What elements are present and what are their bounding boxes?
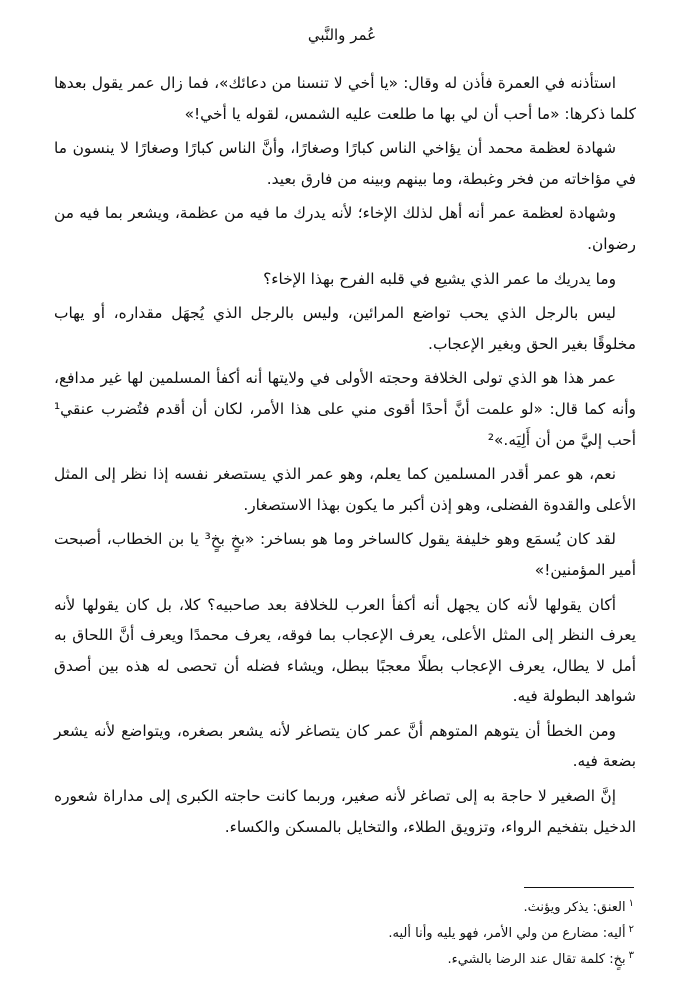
footnote-number: ٢ — [628, 923, 634, 935]
footnote-text: بخٍ: كلمة تقال عند الرضا بالشيء. — [447, 952, 626, 967]
paragraph: وشهادة لعظمة عمر أنه أهل لذلك الإخاء؛ لأنه يدرك ما فيه من عظمة، ويشعر بما فيه من رضوان. — [54, 204, 636, 253]
footnote-item — [54, 895, 634, 921]
footnote-number: ٣ — [628, 949, 634, 961]
paragraph: إنَّ الصغير لا حاجة به إلى تصاغر لأنه صغير، وربما كانت حاجته الكبرى إلى مداراة شعوره الدخيل بتفخيم الرواء، وتزويق الطلاء، والتخايل بالمسكن والكساء. — [54, 787, 636, 836]
paragraph: استأذنه في العمرة فأذن له وقال: «يا أخي لا تنسنا من دعائك»، فما زال عمر يقول بعدها كلما ذكرها: «ما أحب أن لي بها ما طلعت عليه الشمس، لقوله يا أخي!» — [54, 74, 636, 123]
body-text — [54, 68, 636, 846]
paragraph: لقد كان يُسمَع وهو خليفة يقول كالساخر وما هو بساخر: «بخٍ بخٍ³ يا بن الخطاب، أصبحت أمير المؤمنين!» — [54, 530, 636, 579]
paragraph: أكان يقولها لأنه كان يجهل أنه أكفأ العرب للخلافة بعد صاحبيه؟ كلا، بل كان يقولها لأنه يعرف النظر إلى المثل الأعلى، يعرف الإعجاب بما فوقه، يعرف محمدًا ويعرف أنَّ اللحاق به أمل لا يطال، يعرف الإعجاب بطلًا معجبًا ببطل، ويشاء فضله أن تحصى له هذه بين أصدق شواهد البطولة فيه. — [54, 595, 636, 706]
paragraph: ومن الخطأ أن يتوهم المتوهم أنَّ عمر كان يتصاغر لأنه يشعر بصغره، ويتواضع لأنه يشعر بضعة فيه. — [54, 721, 636, 771]
paragraph: شهادة لعظمة محمد أن يؤاخي الناس كبارًا وصغارًا، وأنَّ الناس كبارًا وصغارًا لا ينسون ما في مؤاخاته من فخر وغبطة، وما بينهم وبينه من فارق بعيد. — [54, 139, 636, 188]
footnote-text: أليه: مضارع من ولي الأمر، فهو يليه وأنا أليه. — [388, 926, 626, 941]
paragraph: ليس بالرجل الذي يحب تواضع المرائين، وليس بالرجل الذي يُجهَل مقداره، أو يهاب مخلوقًا بغير الحق وبغير الإعجاب. — [54, 304, 636, 353]
paragraph: نعم، هو عمر أقدر المسلمين كما يعلم، وهو عمر الذي يستصغر نفسه إذا نظر إلى المثل الأعلى والقدوة الفضلى، وهو إذن أكبر ما يكون بهذا الاستصغار. — [54, 465, 636, 514]
footnotes — [54, 895, 634, 973]
footnote-text: العنق: يذكر ويؤنث. — [523, 900, 626, 915]
footnote-number: ١ — [628, 897, 634, 909]
paragraph: عمر هذا هو الذي تولى الخلافة وحجته الأولى في ولايتها أنه أكفأ المسلمين لها غير مدافع، وأنه كما قال: «لو علمت أنَّ أحدًا أقوى مني على هذا الأمر، لكان أن أقدم فتُضرب عنقي¹ أحب إليَّ من أن أَلِيَه.»² — [54, 369, 636, 449]
footnote-divider — [524, 887, 634, 888]
running-header: عُمر والنَّبي — [307, 26, 377, 44]
footnote-item — [54, 921, 634, 947]
paragraph: وما يدريك ما عمر الذي يشيع في قلبه الفرح بهذا الإخاء؟ — [263, 269, 616, 288]
footnote-item — [54, 947, 634, 973]
